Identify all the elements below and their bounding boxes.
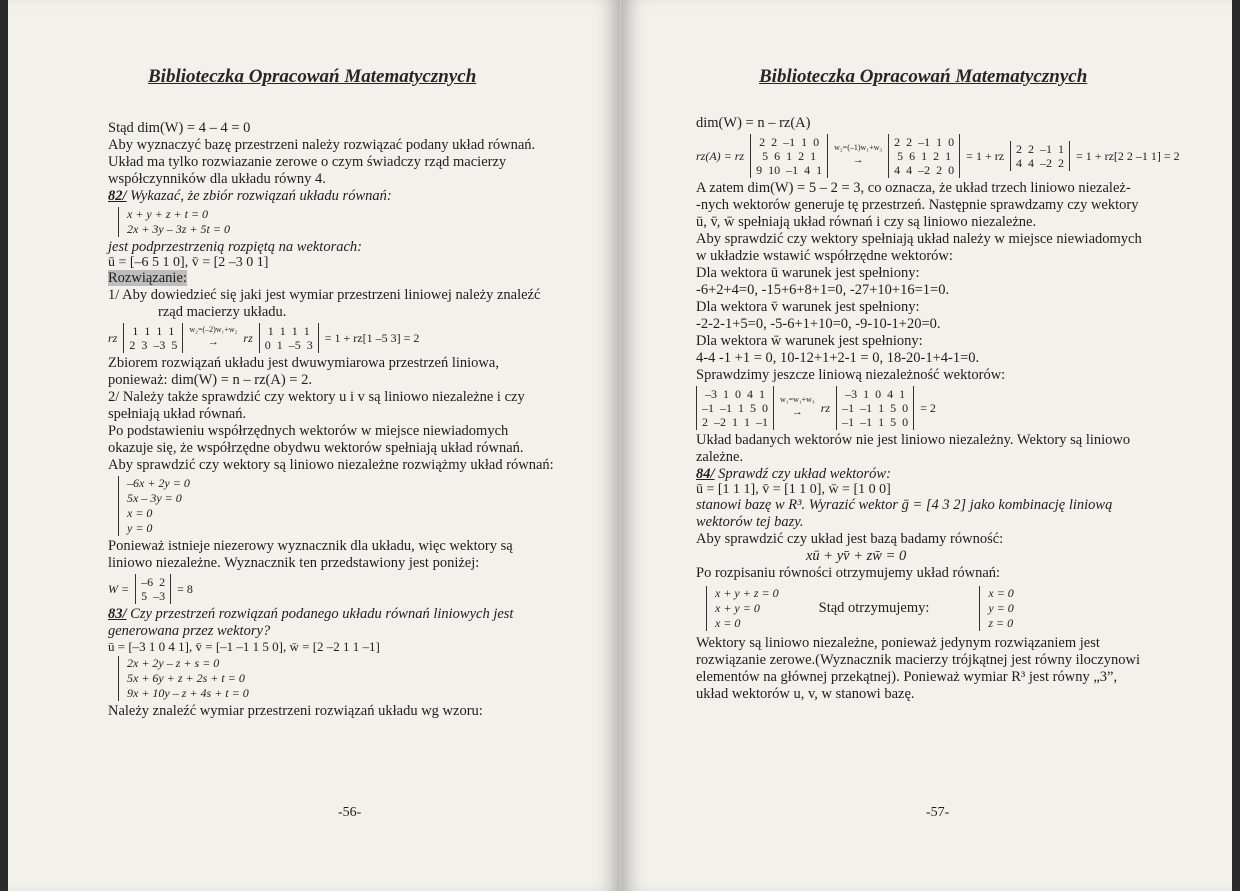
text-line: Dla wektora ū warunek jest spełniony:	[696, 265, 920, 281]
matrix: 1 1 1 1 0 1 –5 3	[259, 323, 319, 353]
text-line: Zbiorem rozwiązań układu jest dwuwymiarowa przestrzeń liniowa,	[108, 355, 499, 371]
matrix: 2 2 –1 1 4 4 –2 2	[1010, 141, 1070, 171]
equation: y = 0	[127, 521, 153, 535]
matrix: –3 1 0 4 1 –1 –1 1 5 0 –1 –1 1 5 0	[836, 386, 914, 430]
rz-label: rz	[820, 401, 831, 415]
operation-label: w₂=(–1)w₁+w₃	[834, 142, 883, 152]
equation: z = 0	[988, 616, 1014, 630]
text-line: Po rozpisaniu równości otrzymujemy układ równań:	[696, 565, 1001, 581]
text-line: Stąd dim(W) = 4 – 4 = 0	[108, 120, 251, 136]
problem-number: 82/	[108, 188, 127, 204]
determinant-result: = 8	[177, 582, 193, 596]
text-line: okazuje się, że współrzędne obydwu wektorów spełniają układ równań.	[108, 440, 524, 456]
problem-83	[108, 606, 608, 623]
right-page	[621, 0, 1232, 891]
matrix: 2 2 –1 1 0 5 6 1 2 1 4 4 –2 2 0	[888, 134, 960, 178]
operation-label: w₁=w₁+w₃	[780, 394, 815, 404]
vector-definition: ū = [–6 5 1 0], v̄ = [2 –3 0 1]	[108, 255, 269, 270]
rz-label: rz	[243, 331, 253, 345]
result-label: Stąd otrzymujemy:	[818, 600, 930, 616]
text-line: 1/ Aby dowiedzieć się jaki jest wymiar przestrzeni liniowej należy znaleźć	[108, 287, 541, 303]
equation-system	[979, 586, 1013, 631]
rank-computation	[696, 134, 1216, 178]
problem-text: generowana przez wektory?	[108, 623, 271, 639]
matrix: –3 1 0 4 1 –1 –1 1 5 0 2 –2 1 1 –1	[696, 386, 774, 430]
determinant-matrix: –6 2 5 –3	[135, 574, 171, 604]
text-line: Aby sprawdzić czy wektory spełniają układ należy w miejsce niewiadomych	[696, 231, 1142, 247]
text-line: -nych wektorów generuje tę przestrzeń. Następnie sprawdzamy czy wektory	[696, 197, 1139, 213]
equation: 9x + 10y – z + 4s + t = 0	[127, 686, 249, 700]
text-line: wektorów tej bazy.	[696, 514, 804, 530]
equation: 2x + 2y – z + s = 0	[127, 656, 220, 670]
equation: –6x + 2y = 0	[127, 476, 190, 490]
operation-label: w₂=(–2)w₁+w₂	[189, 324, 238, 334]
equation: x = 0	[127, 506, 153, 520]
text-line: Dla wektora w̄ warunek jest spełniony:	[696, 333, 923, 349]
text-line: -2-2-1+5=0, -5-6+1+10=0, -9-10-1+20=0.	[696, 316, 941, 332]
text-line: w układzie wstawić współrzędne wektorów:	[696, 248, 953, 264]
text-line: A zatem dim(W) = 5 – 2 = 3, co oznacza, że układ trzech liniowo niezależ-	[696, 180, 1131, 196]
equation-system	[706, 586, 779, 631]
text-line: Układ ma tylko rozwiazanie zerowe o czym świadczy rząd macierzy	[108, 154, 507, 170]
equation: x + y = 0	[715, 601, 760, 615]
left-header: Biblioteczka Opracowań Matematycznych	[148, 66, 477, 87]
rank-result: = 2	[920, 401, 936, 415]
text-line: zależne.	[696, 449, 744, 465]
matrix: 2 2 –1 1 0 5 6 1 2 1 9 10 –1 4 1	[750, 134, 828, 178]
solution-label: Rozwiązanie:	[108, 270, 187, 286]
text-line: Ponieważ istnieje niezerowy wyznacznik dla układu, więc wektory są	[108, 538, 513, 554]
text-line: Aby sprawdzić czy układ jest bazą badamy równość:	[696, 531, 1004, 547]
w-label: W =	[108, 582, 130, 596]
matrix: 1 1 1 1 2 3 –3 5	[123, 323, 183, 353]
system-solution	[696, 584, 1216, 633]
rank-result: = 1 + rz[2 2 –1 1] = 2	[1076, 149, 1180, 163]
text-line: Aby sprawdzić czy wektory są liniowo niezależne rozwiążmy układ równań:	[108, 457, 554, 473]
page-number: -57-	[926, 805, 950, 820]
text-line: układ wektorów u, v, w stanowi bazę.	[696, 686, 915, 702]
text-line: rozwiązanie zerowe.(Wyznacznik macierzy trójkątnej jest równy iloczynowi	[696, 652, 1140, 668]
problem-text: Sprawdź czy układ wektorów:	[718, 466, 891, 482]
vector-definition: ū = [–3 1 0 4 1], v̄ = [–1 –1 1 5 0], w̄ = [2 –2 1 1 –1]	[108, 639, 380, 654]
equation-system	[118, 476, 608, 536]
vector-definition: ū = [1 1 1], v̄ = [1 1 0], w̄ = [1 0 0]	[696, 482, 891, 497]
text-line: -6+2+4=0, -15+6+8+1=0, -27+10+16=1=0.	[696, 282, 950, 298]
page-number: -56-	[338, 805, 362, 820]
problem-text: Czy przestrzeń rozwiązań podanego układu równań liniowych jest	[130, 606, 514, 622]
text-line: jest podprzestrzenią rozpiętą na wektorach:	[108, 239, 362, 255]
vector-equation: xū + yv̄ + zw̄ = 0	[806, 548, 907, 564]
determinant	[108, 574, 608, 604]
text-line: ū, v̄, w̄ spełniają układ równań i czy są liniowo niezależne.	[696, 214, 1037, 230]
text-line: 4-4 -1 +1 = 0, 10-12+1+2-1 = 0, 18-20-1+4-1=0.	[696, 350, 980, 366]
problem-number: 84/	[696, 466, 715, 482]
text-line: Sprawdzimy jeszcze liniową niezależność wektorów:	[696, 367, 1006, 383]
text-line: Dla wektora v̄ warunek jest spełniony:	[696, 299, 920, 315]
text-line: Układ badanych wektorów nie jest liniowo niezależny. Wektory są liniowo	[696, 432, 1131, 448]
problem-number: 83/	[108, 606, 127, 622]
text-line: ponieważ: dim(W) = n – rz(A) = 2.	[108, 372, 312, 388]
rz-label: rz(A) = rz	[696, 149, 745, 163]
row-operation: w₂=(–1)w₁+w₃ →	[834, 142, 883, 166]
row-operation: w₁=w₁+w₃ →	[780, 394, 815, 418]
row-operation: w₂=(–2)w₁+w₂ →	[189, 324, 238, 348]
problem-84	[696, 466, 1216, 483]
text-line: Po podstawieniu współrzędnych wektorów w miejsce niewiadomych	[108, 423, 509, 439]
text-line: elementów na głównej przekątnej). Ponieważ wymiar R³ jest równy „3”,	[696, 669, 1118, 685]
solution-heading	[108, 270, 608, 287]
text-line: rząd macierzy układu.	[158, 304, 287, 320]
equation: 5x – 3y = 0	[127, 491, 182, 505]
rz-label: rz	[108, 331, 118, 345]
right-content	[696, 115, 1216, 703]
rank-computation	[108, 323, 608, 353]
left-content	[108, 120, 608, 720]
equation-system	[118, 207, 608, 237]
text-line: współczynników dla układu równy 4.	[108, 171, 326, 187]
equation: 2x + 3y – 3z + 5t = 0	[127, 222, 230, 236]
rank-mid: = 1 + rz	[966, 149, 1005, 163]
text-line: stanowi bazę w R³. Wyrazić wektor ḡ = [4 3 2] jako kombinację liniową	[696, 497, 1113, 513]
independence-check	[696, 386, 1216, 430]
text-line: Aby wyznaczyć bazę przestrzeni należy rozwiązać podany układ równań.	[108, 137, 536, 153]
equation-system	[118, 656, 608, 701]
equation: x = 0	[988, 586, 1014, 600]
equation: x + y + z = 0	[715, 586, 779, 600]
problem-text: Wykazać, że zbiór rozwiązań układu równań:	[130, 188, 392, 204]
text-line: spełniają układ równań.	[108, 406, 247, 422]
rank-result: = 1 + rz[1 –5 3] = 2	[324, 331, 420, 345]
text-line: liniowo niezależne. Wyznacznik ten przedstawiony jest poniżej:	[108, 555, 480, 571]
text-line: Należy znaleźć wymiar przestrzeni rozwiązań układu wg wzoru:	[108, 703, 483, 719]
equation: x + y + z + t = 0	[127, 207, 209, 221]
text-line: 2/ Należy także sprawdzić czy wektory u i v są liniowo niezależne i czy	[108, 389, 525, 405]
problem-82	[108, 188, 608, 205]
left-page	[8, 0, 621, 891]
equation: y = 0	[988, 601, 1014, 615]
text-line: dim(W) = n – rz(A)	[696, 115, 811, 131]
equation: 5x + 6y + z + 2s + t = 0	[127, 671, 245, 685]
right-header: Biblioteczka Opracowań Matematycznych	[759, 66, 1088, 87]
text-line: Wektory są liniowo niezależne, ponieważ jedynym rozwiązaniem jest	[696, 635, 1100, 651]
equation: x = 0	[715, 616, 741, 630]
